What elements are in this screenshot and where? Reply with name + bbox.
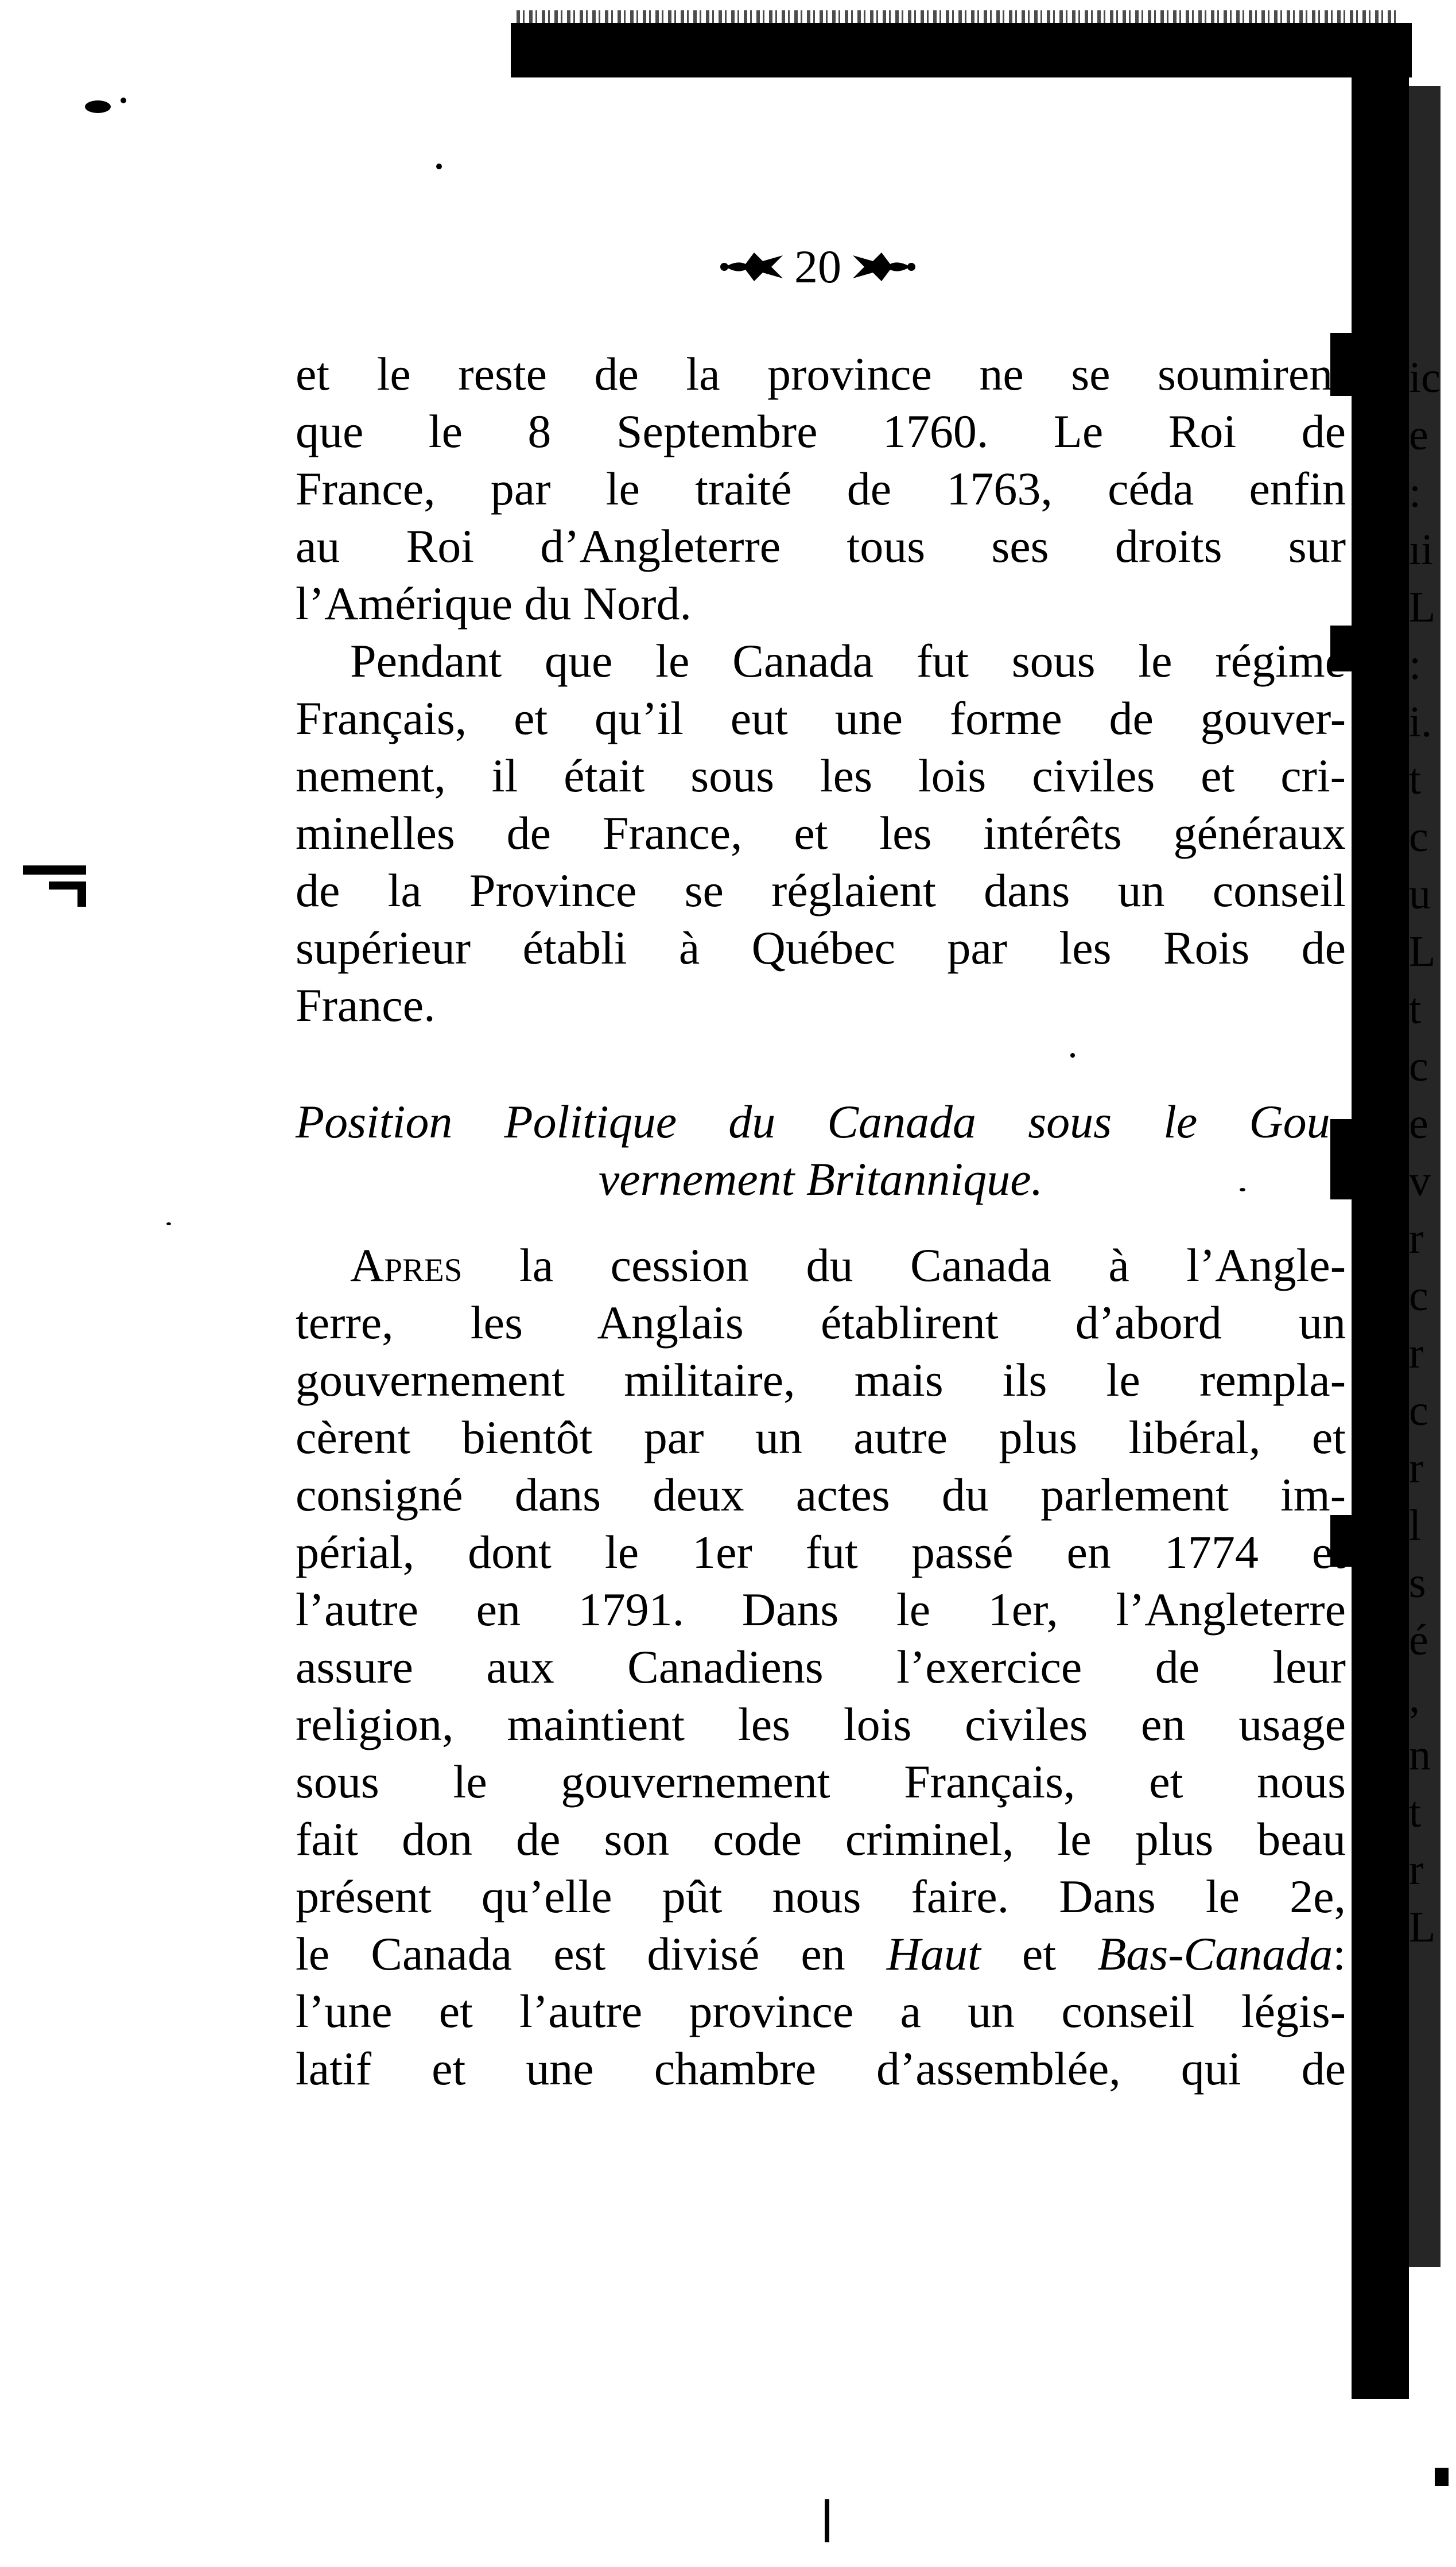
- bleed-glyph: r: [1409, 1214, 1424, 1263]
- scan-bottom-tick: [825, 2499, 829, 2542]
- right-ornament-icon: [847, 244, 916, 290]
- italic-term: Haut: [886, 1928, 981, 1980]
- text-line: nement, il était sous les lois civiles et cri-: [296, 749, 1346, 802]
- text-line: sous le gouvernement Français, et nous: [296, 1756, 1346, 1808]
- text-line: présent qu’elle pût nous faire. Dans le 2e,: [296, 1870, 1346, 1923]
- text-line: [296, 1925, 1346, 1983]
- text-line: France, par le traité de 1763, céda enfin: [296, 463, 1346, 515]
- drop-word: Apres: [350, 1239, 463, 1291]
- text-line: périal, dont le 1er fut passé en 1774 et: [296, 1526, 1346, 1578]
- bleed-glyph: v: [1409, 1157, 1431, 1205]
- text-line: et le reste de la province ne se soumirent: [296, 348, 1346, 400]
- ink-speck: [166, 1222, 171, 1225]
- text-run: le Canada est divisé en: [296, 1928, 887, 1980]
- heading-line: vernement Britannique.: [598, 1153, 1043, 1205]
- bleed-glyph: t: [1409, 1788, 1422, 1836]
- text-run: la cession du Canada à l’Angle-: [462, 1239, 1346, 1291]
- paragraph-2: [296, 632, 1346, 1034]
- text-line: [296, 1237, 1346, 1294]
- bleed-glyph: i.: [1409, 698, 1432, 746]
- bleed-glyph: c: [1409, 1272, 1428, 1320]
- text-line: Pendant que le Canada fut sous le régime: [350, 635, 1346, 687]
- text-line: cèrent bientôt par un autre plus libéral, et: [296, 1411, 1346, 1463]
- text-line: l’Amérique du Nord.: [296, 577, 692, 630]
- bleed-glyph: :: [1409, 468, 1422, 516]
- text-line: au Roi d’Angleterre tous ses droits sur: [296, 520, 1346, 572]
- text-line: que le 8 Septembre 1760. Le Roi de: [296, 405, 1346, 457]
- text-run: et: [980, 1928, 1098, 1980]
- italic-term: Bas-Canada: [1097, 1928, 1333, 1980]
- text-line: Français, et qu’il eut une forme de gouver-: [296, 692, 1346, 744]
- scan-bottom-square: [1435, 2468, 1449, 2486]
- text-line: fait don de son code criminel, le plus beau: [296, 1813, 1346, 1865]
- bleed-glyph: n: [1409, 1731, 1431, 1779]
- bleed-glyph: t: [1409, 755, 1422, 803]
- scan-top-bar: [511, 23, 1412, 77]
- bleed-glyph: u: [1409, 870, 1431, 918]
- section-heading: [296, 1093, 1346, 1208]
- bleed-glyph: c: [1409, 1042, 1428, 1090]
- text-line: l’une et l’autre province a un conseil légis-: [296, 1985, 1346, 2037]
- ink-speck: [85, 100, 111, 113]
- text-line: de la Province se réglaient dans un conseil: [296, 864, 1346, 916]
- bleed-glyph: c: [1409, 1387, 1428, 1435]
- bleed-glyph: c: [1409, 813, 1428, 861]
- text-line: consigné dans deux actes du parlement im-: [296, 1469, 1346, 1521]
- text-line: supérieur établi à Québec par les Rois de: [296, 922, 1346, 974]
- paragraph-3: [296, 1237, 1346, 2098]
- text-line: France.: [296, 979, 436, 1031]
- bleed-glyph: :: [1409, 640, 1422, 689]
- bleed-glyph: e: [1409, 411, 1428, 459]
- bleed-glyph: ic: [1409, 354, 1441, 402]
- text-run: :: [1333, 1928, 1346, 1980]
- page-number: 20: [794, 240, 841, 293]
- left-ornament-icon: [720, 244, 789, 290]
- bleed-glyph: t: [1409, 985, 1422, 1033]
- text-line: gouvernement militaire, mais ils le rempla-: [296, 1354, 1346, 1406]
- text-line: terre, les Anglais établirent d’abord un: [296, 1296, 1346, 1349]
- page-header: [689, 235, 947, 298]
- ink-speck: [121, 98, 126, 103]
- heading-line: Position Politique du Canada sous le Gou-: [296, 1096, 1346, 1148]
- ink-speck: [436, 164, 442, 169]
- bleed-glyph: é: [1409, 1616, 1428, 1664]
- bleed-glyph: L: [1409, 927, 1436, 976]
- paragraph-1: [296, 345, 1346, 632]
- bleed-glyph: r: [1409, 1444, 1424, 1492]
- bleed-glyph: l: [1409, 1501, 1422, 1549]
- text-line: assure aux Canadiens l’exercice de leur: [296, 1641, 1346, 1693]
- bleed-glyph: L: [1409, 1903, 1436, 1951]
- bleed-glyph: L: [1409, 583, 1436, 631]
- bleed-glyph: s: [1409, 1559, 1426, 1607]
- bleed-glyph: r: [1409, 1329, 1424, 1377]
- text-line: l’autre en 1791. Dans le 1er, l’Angleterre: [296, 1583, 1346, 1636]
- text-line: latif et une chambre d’assemblée, qui de: [296, 2042, 1346, 2095]
- margin-mark: [23, 865, 86, 907]
- bleed-glyph: ıi: [1409, 526, 1434, 574]
- text-line: minelles de France, et les intérêts généraux: [296, 807, 1346, 859]
- bleed-glyph: e: [1409, 1100, 1428, 1148]
- bleed-glyph: ,: [1409, 1673, 1420, 1722]
- text-line: religion, maintient les lois civiles en usage: [296, 1698, 1346, 1750]
- ink-speck: [1070, 1053, 1075, 1058]
- bleed-glyph: r: [1409, 1846, 1424, 1894]
